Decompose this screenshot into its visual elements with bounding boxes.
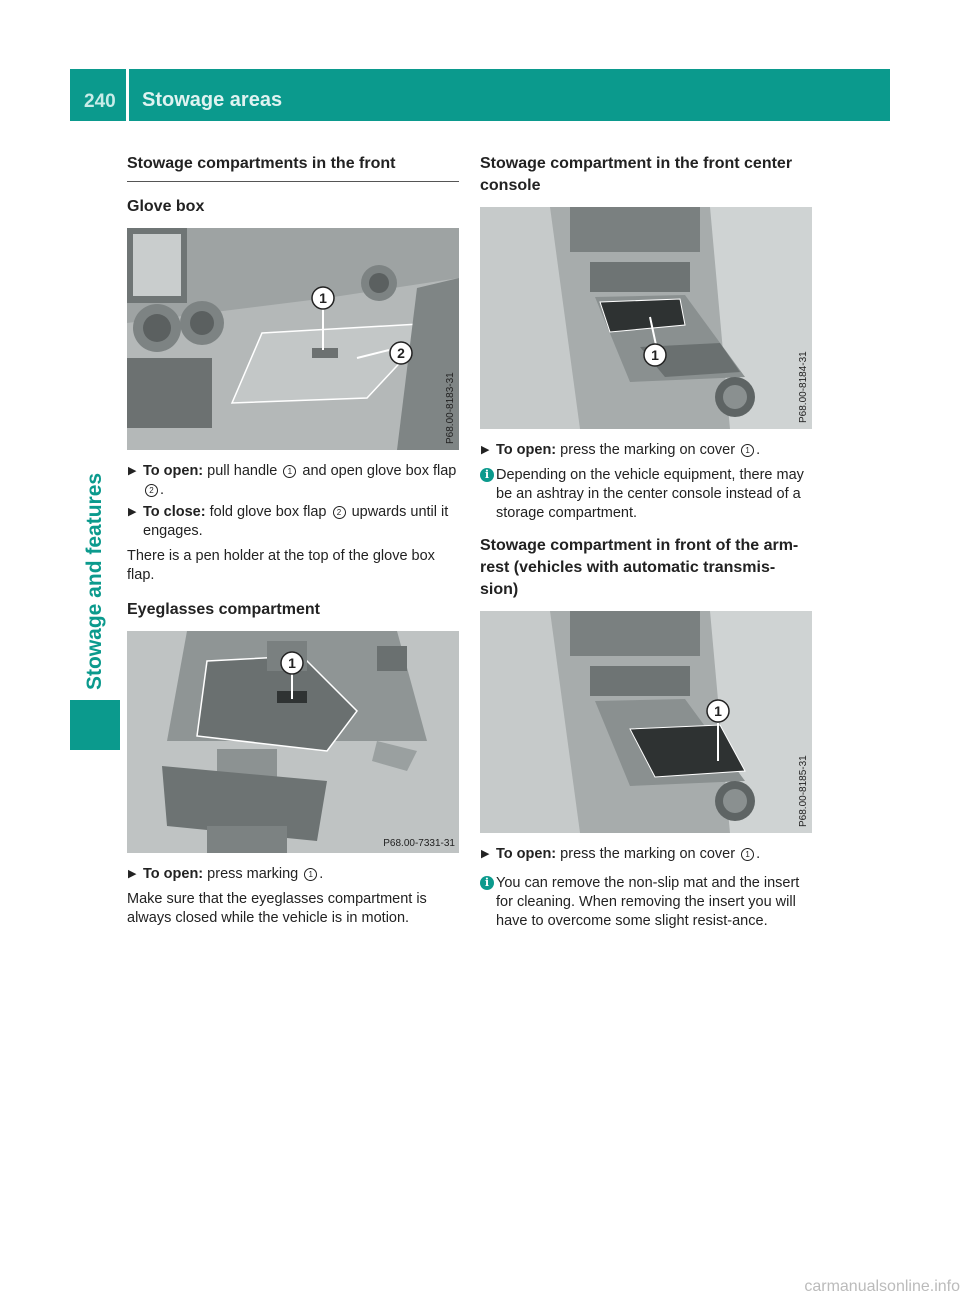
center-console-heading: Stowage compartment in the front center console — [480, 155, 793, 194]
armrest-open-step: ▶ To open: press the marking on cover 1 . — [481, 846, 761, 862]
armrest-heading: Stowage compartment in front of the arm-rest (vehicles with automatic transmis-sion) — [480, 537, 799, 598]
arrow-icon: ▶ — [128, 506, 137, 518]
callout-1: 1 — [651, 347, 659, 363]
glove-box-figure — [127, 228, 459, 450]
sidebar-label: Stowage and features — [83, 472, 106, 690]
center-console-figure — [480, 207, 812, 429]
glove-box-note: There is a pen holder at the top of the glove box flap. — [127, 548, 435, 583]
armrest-info: i You can remove the non-slip mat and the insert for cleaning. When removing the insert you will have to overcome some slight resist-ance. — [480, 874, 812, 931]
callout-2: 2 — [397, 345, 405, 361]
figure-code: P68.00-7331-31 — [383, 838, 455, 849]
number-1-icon: 1 — [741, 848, 754, 861]
right-column — [480, 150, 812, 931]
eyeglasses-heading: Eyeglasses compartment — [127, 601, 320, 618]
arrow-icon: ▶ — [128, 465, 137, 477]
header-divider — [126, 69, 129, 121]
number-2-icon: 2 — [145, 484, 158, 497]
eyeglasses-open-step: ▶ To open: press marking 1 . — [128, 866, 324, 882]
page-title: Stowage areas — [142, 89, 283, 111]
sidebar-tab — [70, 700, 120, 750]
center-console-open-step: ▶ To open: press the marking on cover 1 . — [481, 442, 761, 458]
footer-watermark: carmanualsonline.info — [804, 1278, 960, 1295]
number-1-icon: 1 — [304, 868, 317, 881]
number-2-icon: 2 — [333, 506, 346, 519]
page-header — [70, 69, 890, 121]
page-number: 240 — [84, 91, 116, 112]
section-title: Stowage compartments in the front — [127, 153, 459, 182]
arrow-icon: ▶ — [481, 444, 490, 456]
info-icon: i — [480, 468, 494, 482]
figure-code: P68.00-8183-31 — [445, 372, 456, 444]
number-1-icon: 1 — [283, 465, 296, 478]
number-1-icon: 1 — [741, 444, 754, 457]
glove-box-open-step: ▶ To open: pull handle 1 and open glove box flap 2 . — [128, 463, 457, 498]
callout-1: 1 — [288, 655, 296, 671]
left-column — [127, 150, 459, 928]
armrest-figure — [480, 611, 812, 833]
glove-box-close-step: ▶ To close: fold glove box flap 2 upwards until it engages. — [128, 504, 449, 539]
callout-1: 1 — [714, 703, 722, 719]
info-icon: i — [480, 876, 494, 890]
eyeglasses-figure — [127, 631, 459, 853]
figure-code: P68.00-8184-31 — [798, 351, 809, 423]
glove-box-heading: Glove box — [127, 198, 205, 215]
eyeglasses-note: Make sure that the eyeglasses compartment is always closed while the vehicle is in motion. — [127, 891, 427, 926]
figure-code: P68.00-8185-31 — [798, 755, 809, 827]
center-console-info: i Depending on the vehicle equipment, there may be an ashtray in the center console instead of a storage compartment. — [480, 466, 812, 523]
callout-1: 1 — [319, 290, 327, 306]
arrow-icon: ▶ — [128, 868, 137, 880]
arrow-icon: ▶ — [481, 848, 490, 860]
